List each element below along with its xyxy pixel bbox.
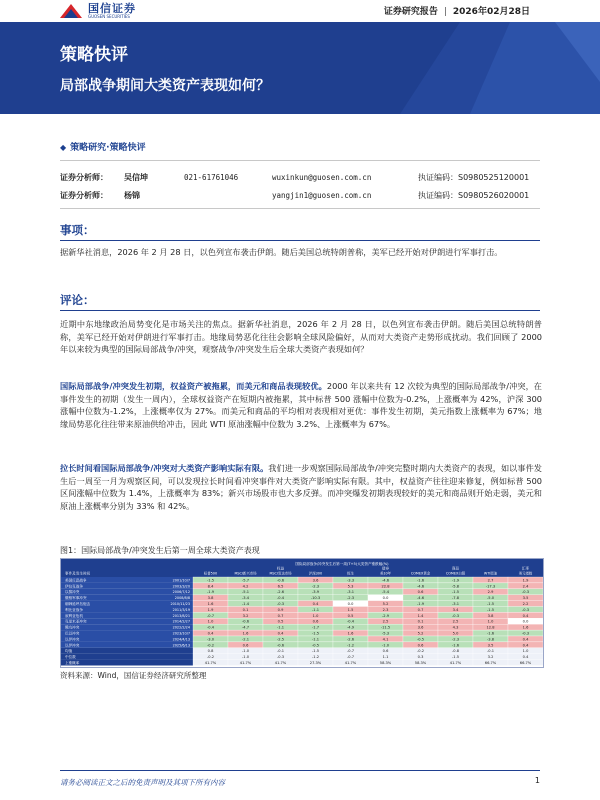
table-cell-value: -3.4 xyxy=(241,596,250,601)
table-cell-value: -1.2 xyxy=(311,655,320,660)
table-col-header: 美元指数 xyxy=(518,571,533,576)
table-cell-value: 1.6 xyxy=(347,631,354,636)
table-cell-value: -2.3 xyxy=(451,637,460,642)
analyst-email[interactable]: wuxinkun@guosen.com.cn xyxy=(272,172,372,182)
table-col-header: COMEX白银 xyxy=(445,571,466,576)
table-cell-value: -2.3 xyxy=(346,596,355,601)
table-row-event: 伊拉克战争 xyxy=(65,584,83,589)
paragraph-highlight: 国际局部战争/冲突发生初期，权益资产被拖累，而美元和商品表现较优。 xyxy=(60,381,327,391)
table-cell-value: 3.4 xyxy=(452,607,459,612)
table-col-header: COMEX黄金 xyxy=(410,571,431,576)
table-row-event: 巴以冲突 xyxy=(65,631,80,636)
table-cell-value: 0.4 xyxy=(277,631,284,636)
table-cell-value: -0.3 xyxy=(276,655,285,660)
table-cell-value: 3.5 xyxy=(487,643,494,648)
divider xyxy=(60,240,540,241)
report-category: ◆ 策略研究·策略快评 xyxy=(60,140,146,153)
company-logo xyxy=(60,0,136,22)
table-cell-value: 0.5 xyxy=(277,619,284,624)
table-cell-value: -3.1 xyxy=(346,590,355,595)
table-cell-value: -0.1 xyxy=(486,649,495,654)
table-row-date: 2014/2/27 xyxy=(172,619,190,624)
table-cell-value: -1.7 xyxy=(311,625,320,630)
table-cell-value: -1.5 xyxy=(486,607,495,612)
banner-decoration xyxy=(340,22,600,114)
table-row-label-cell xyxy=(61,648,193,654)
table-cell-value: 41.7% xyxy=(239,661,252,665)
title-banner xyxy=(0,22,600,114)
table-col-header: 美10年 xyxy=(379,571,392,576)
table-cell-value: 0.6 xyxy=(382,649,389,654)
table-cell-value: 1.0 xyxy=(487,619,494,624)
table-col-header: WTI原油 xyxy=(483,571,498,576)
table-cell-value: 5.0 xyxy=(452,631,459,636)
table-col-header: 标普500 xyxy=(203,571,218,576)
table-cell-value: -3.8 xyxy=(486,637,495,642)
table-row-event: 以黎冲突 xyxy=(65,590,80,595)
table-cell-value: -0.3 xyxy=(521,590,530,595)
table-cell-value: -1.5 xyxy=(486,602,495,606)
table-cell-value: -4.6 xyxy=(416,596,425,601)
paragraph-body: 2000 年以来共有 12 次较为典型的国际局部战争/冲突，在事件发生的初期（发生一周内），全球权益资产在短期内被拖累，其中标普 500 涨幅中位数为-0.2%，上涨概率为 42%，沪深 300 涨幅中位数为-1.2%，上涨概率仅为 27%。而美元和商品的平均相对表现相对更优：事件发生初期，美元指数上涨概率为 67%；地缘局势恶化往往带来原油供给冲击，因此 WTI 原油涨幅中位数为 3.2%、上涨概率为 67%。 xyxy=(60,381,542,429)
table-group-header: 商品 xyxy=(451,566,460,571)
table-cell-value: 0.4 xyxy=(522,655,529,660)
table-cell-value: -5.0 xyxy=(486,596,495,601)
table-col-header: 恒生 xyxy=(347,571,354,576)
table-cell-value: 2.2 xyxy=(522,602,529,606)
table-col-header: MSCI新兴市场 xyxy=(234,571,257,576)
table-row-event: 克里米亚冲突 xyxy=(65,619,87,624)
table-cell-value: -4.9 xyxy=(346,625,355,630)
table-cell-value: 0.8 xyxy=(207,649,214,654)
table-cell-value: -0.5 xyxy=(311,643,320,648)
table-cell-value: 1.0 xyxy=(522,649,529,654)
page-subtitle: 局部战争期间大类资产表现如何？ xyxy=(60,78,270,94)
table-cell-value: -1.5 xyxy=(451,590,460,595)
table-cell-value: -2.9 xyxy=(381,613,390,618)
table-cell-value: -4.6 xyxy=(381,578,390,583)
table-col-header: MSCI发达市场 xyxy=(269,571,292,576)
table-row-event: 以伊冲突 xyxy=(65,643,80,648)
table-cell-value: 0.6 xyxy=(242,643,249,648)
page-title: 策略快评 xyxy=(60,45,128,65)
table-cell-value: 22.8 xyxy=(381,584,390,589)
table-row-event: 利比亚战争 xyxy=(65,607,83,612)
table-cell-value: -0.2 xyxy=(206,655,215,660)
divider xyxy=(60,310,540,311)
table-row-event: 上涨概率 xyxy=(65,661,80,665)
page-number: 1 xyxy=(534,776,540,785)
table-cell-value: -0.3 xyxy=(521,631,530,636)
table-cell-value: -0.2 xyxy=(206,643,215,648)
table-row-date: 2001/10/7 xyxy=(172,578,190,583)
footer-disclaimer: 请务必阅读正文之后的免责声明及其项下所有内容 xyxy=(60,778,225,787)
table-cell-value: 5.3 xyxy=(347,584,354,589)
table-cell-value: 4.2 xyxy=(242,584,249,589)
table-cell-value: 0.4 xyxy=(522,643,529,648)
table-cell-value: -3.9 xyxy=(311,590,320,595)
table-cell-value: -0.6 xyxy=(276,643,285,648)
table-cell-value: 0.4 xyxy=(312,602,319,606)
table-cell-value: -0.4 xyxy=(206,625,215,630)
table-cell-value: -2.3 xyxy=(311,584,320,589)
table-cell-value: 27.3% xyxy=(309,661,322,665)
table-row-date: 2011/3/19 xyxy=(172,607,190,612)
table-cell-value: 3.2 xyxy=(487,655,494,660)
table-row-date: 2010/11/23 xyxy=(170,602,190,606)
table-col-header: 事件及发生时间 xyxy=(65,571,91,576)
table-cell-value: 2.5 xyxy=(382,619,389,624)
table-cell-value: 6.5 xyxy=(277,584,284,589)
logo-text-en: GUOSEN SECURITIES xyxy=(88,14,130,19)
table-cell-value: 1.6 xyxy=(242,631,249,636)
table-cell-value: -0.3 xyxy=(451,613,460,618)
table-cell-value: -1.5 xyxy=(451,655,460,660)
table-cell-value: -2.1 xyxy=(241,637,250,642)
table-cell-value: -0.1 xyxy=(276,649,285,654)
report-type: 证券研究报告 xyxy=(383,7,438,17)
table-cell-value: -1.1 xyxy=(311,607,320,612)
table-cell-value: -17.3 xyxy=(485,584,496,589)
table-cell-value: 0.0 xyxy=(382,596,389,601)
figure-source: 资料来源：Wind，国信证券经济研究所整理 xyxy=(60,671,207,680)
table-cell-value: 41.7% xyxy=(344,661,357,665)
analyst-name: 吴信坤 xyxy=(124,172,148,182)
table-cell-value: 5.2 xyxy=(417,631,424,636)
table-cell-value: -1.1 xyxy=(311,637,320,642)
table-cell-value: 8.4 xyxy=(207,584,214,589)
table-cell-value: -0.3 xyxy=(521,607,530,612)
table-cell-value: 0.4 xyxy=(522,637,529,642)
table-cell-value: 0.9 xyxy=(277,607,284,612)
analyst-license: 执证编码：S0980526020001 xyxy=(418,190,530,200)
table-row-date: 2022/2/24 xyxy=(172,625,190,630)
figure-table xyxy=(60,558,544,668)
table-cell-value: -1.9 xyxy=(416,602,425,606)
table-cell-value: -0.7 xyxy=(346,655,355,660)
table-col-header: 沪深300 xyxy=(308,571,323,576)
table-row-date: 2006/7/12 xyxy=(172,590,190,595)
analyst-role: 证券分析师： xyxy=(60,172,108,182)
table-cell-value: 1.9 xyxy=(522,578,529,583)
analyst-email[interactable]: yangjin1@guosen.com.cn xyxy=(272,190,372,200)
table-cell-value: -0.8 xyxy=(451,649,460,654)
footer-divider xyxy=(60,770,540,771)
table-cell-value: -5.1 xyxy=(241,590,250,595)
table-cell-value: 3.2 xyxy=(242,613,249,618)
table-cell-value: -0.7 xyxy=(346,649,355,654)
table-cell-value: 0.1 xyxy=(242,607,249,612)
comment-paragraph-2 xyxy=(60,380,542,430)
section-heading-event: 事项： xyxy=(60,223,95,237)
divider xyxy=(60,160,540,161)
table-cell-value: -0.3 xyxy=(276,602,285,606)
logo-icon xyxy=(60,4,82,18)
table-cell-value: 1.0 xyxy=(312,613,319,618)
table-cell-value: 2.5 xyxy=(452,619,459,624)
table-cell-value: -2.5 xyxy=(276,637,285,642)
table-title: 国际局部战争/冲突发生后第一周(T+5)大类资产涨跌幅(%) xyxy=(295,562,389,566)
table-cell-value: 3.6 xyxy=(417,625,424,630)
table-cell-value: 4.1 xyxy=(382,637,389,642)
table-cell-value: 66.7% xyxy=(519,661,532,665)
paragraph-body: 我们进一步观察国际局部战争/冲突完整时期内大类资产的表现，如以事件发生后一周至一月为观察区间，可以发现拉长时间看冲突事件对大类资产影响实际有限。其中，权益资产往往迎来修复，例如标普 500 区间涨幅中位数为 1.4%，上涨概率为 83%；新兴市场股市也大多反弹。而冲突爆发初期表现较好的美元和商品则开始走弱，美元和原油上涨概率分别为 33% 和 42%。 xyxy=(60,463,542,511)
table-row-event: 俄乌冲突 xyxy=(65,625,80,630)
table-cell-value: -1.5 xyxy=(311,649,320,654)
comment-paragraph-3 xyxy=(60,462,542,512)
table-cell-value: -2.6 xyxy=(276,590,285,595)
table-cell-value: -0.2 xyxy=(416,649,425,654)
table-cell-value: 4.3 xyxy=(452,625,459,630)
table-cell-value: 3.5 xyxy=(522,596,529,601)
table-cell-value: -5.7 xyxy=(241,578,250,583)
table-cell-value: -11.5 xyxy=(380,625,391,630)
table-cell-value: -1.5 xyxy=(311,631,320,636)
table-cell-value: -5.4 xyxy=(381,590,390,595)
table-cell-value: 41.7% xyxy=(449,661,462,665)
report-meta: 证券研究报告 | 2026年02月28日 xyxy=(383,7,530,17)
table-cell-value: 2.9 xyxy=(487,590,494,595)
table-cell-value: -0.4 xyxy=(276,596,285,601)
table-cell-value: 0.1 xyxy=(417,619,424,624)
logo-text-cn: 国信证券 xyxy=(88,2,136,15)
table-cell-value: 0.0 xyxy=(522,619,529,624)
divider xyxy=(60,208,540,209)
table-cell-value: -3.3 xyxy=(346,578,355,583)
table-cell-value: -1.9 xyxy=(451,578,460,583)
table-cell-value: 3.8 xyxy=(487,613,494,618)
table-row-date: 2023/10/7 xyxy=(172,631,190,636)
table-cell-value: 1.6 xyxy=(522,625,529,630)
table-cell-value: -2.6 xyxy=(346,637,355,642)
table-row-event: 俄格军事冲突 xyxy=(65,596,87,601)
table-cell-value: 0.6 xyxy=(417,643,424,648)
table-cell-value: -4.7 xyxy=(241,625,250,630)
asset-performance-table xyxy=(61,559,543,667)
table-cell-value: 1.1 xyxy=(382,655,389,660)
analyst-role: 证券分析师： xyxy=(60,190,108,200)
table-cell-value: -1.9 xyxy=(206,590,215,595)
comment-paragraph-1: 近期中东地缘政治局势变化是市场关注的焦点。据新华社消息，2026 年 2 月 28 日，以色列宣布袭击伊朗。随后美国总统特朗普称，美军已经开始对伊朗进行军事打击。地缘局势恶化往往会影响全球风险偏好，从而对大类资产走势形成扰动。我们回顾了 2000 年以来较为典型的国际局部战争/冲突，观察战争/冲突发生后全球大类资产表现如何？ xyxy=(60,319,542,355)
table-cell-value: 66.7% xyxy=(484,661,497,665)
table-cell-value: 5.2 xyxy=(382,602,389,606)
figure-caption: 图1：国际局部战争/冲突发生后第一周全球大类资产表现 xyxy=(60,546,260,555)
table-cell-value: 58.3% xyxy=(414,661,427,665)
table-row-date: 2024/4/13 xyxy=(172,637,190,642)
table-cell-value: -4.6 xyxy=(416,584,425,589)
table-row-event: 叙利亚危机 xyxy=(65,613,83,618)
table-cell-value: 41.7% xyxy=(204,661,217,665)
table-cell-value: 12.8 xyxy=(486,625,495,630)
table-row-event: 朝韩延坪岛炮击 xyxy=(65,602,91,606)
table-cell-value: 0.6 xyxy=(417,590,424,595)
table-cell-value: 1.4 xyxy=(417,613,424,618)
table-cell-value: 0.3 xyxy=(417,655,424,660)
table-cell-value: -1.6 xyxy=(416,578,425,583)
table-cell-value: 0.6 xyxy=(312,619,319,624)
table-row-event: 美国反恐战争 xyxy=(65,578,87,583)
table-cell-value: -7.8 xyxy=(451,596,460,601)
table-cell-value: 0.5 xyxy=(347,613,354,618)
table-cell-value: -10.3 xyxy=(310,596,321,601)
report-date: 2026年02月28日 xyxy=(452,7,530,17)
table-cell-value: -1.0 xyxy=(381,643,390,648)
table-cell-value: 41.7% xyxy=(274,661,287,665)
table-cell-value: -3.1 xyxy=(451,602,460,606)
analyst-name: 杨锦 xyxy=(124,190,140,200)
table-row-date: 2025/6/13 xyxy=(172,643,190,648)
table-cell-value: -1.1 xyxy=(276,625,285,630)
table-row-event: 均值 xyxy=(65,649,73,654)
table-group-header: 债券 xyxy=(381,566,390,571)
table-cell-value: -0.5 xyxy=(416,637,425,642)
table-cell-value: 0.7 xyxy=(417,607,424,612)
table-cell-value: 2.7 xyxy=(487,578,494,583)
table-cell-value: 3.8 xyxy=(207,596,214,601)
table-group-header: 汇率 xyxy=(521,566,530,571)
paragraph-highlight: 拉长时间看国际局部战争/冲突对大类资产影响实际有限。 xyxy=(60,463,269,473)
top-header xyxy=(0,0,600,22)
analyst-row xyxy=(60,168,540,186)
table-cell-value: -5.8 xyxy=(451,584,460,589)
table-cell-value: 3.6 xyxy=(312,578,319,583)
table-cell-value: 58.3% xyxy=(379,661,392,665)
analyst-license: 执证编码：S0980525120001 xyxy=(418,172,530,182)
table-row-label-cell xyxy=(61,660,193,666)
table-cell-value: 0.7 xyxy=(277,613,284,618)
table-cell-value: -1.5 xyxy=(206,578,215,583)
event-paragraph: 据新华社消息，2026 年 2 月 28 日，以色列宣布袭击伊朗。随后美国总统特朗普称，美军已经开始对伊朗进行军事打击。 xyxy=(60,247,503,257)
table-cell-value: 1.5 xyxy=(347,607,354,612)
table-cell-value: 1.0 xyxy=(207,619,214,624)
table-cell-value: 2.3 xyxy=(382,607,389,612)
table-row-event: 以伊冲突 xyxy=(65,637,80,642)
table-row-date: 2013/8/21 xyxy=(172,613,190,618)
table-cell-value: -0.6 xyxy=(241,619,250,624)
analyst-row xyxy=(60,186,540,204)
table-cell-value: -5.3 xyxy=(381,631,390,636)
table-row-event: 中位数 xyxy=(65,655,76,660)
table-cell-value: 1.6 xyxy=(207,602,214,606)
analyst-list xyxy=(60,168,540,204)
table-cell-value: -1.0 xyxy=(241,649,250,654)
table-cell-value: -0.7 xyxy=(206,613,215,618)
table-row-date: 2008/8/8 xyxy=(174,596,190,601)
table-row-date: 2003/3/20 xyxy=(172,584,190,589)
table-cell-value: 0.4 xyxy=(522,613,529,618)
table-cell-value: 2.4 xyxy=(522,584,529,589)
table-cell-value: -0.4 xyxy=(346,619,355,624)
table-cell-value: 0.4 xyxy=(207,631,214,636)
table-group-header: 权益 xyxy=(276,566,285,571)
table-cell-value: -1.6 xyxy=(486,631,495,636)
analyst-phone: 021-61761046 xyxy=(184,172,239,182)
table-cell-value: -3.0 xyxy=(206,637,215,642)
table-cell-value: 0.0 xyxy=(347,602,354,606)
table-cell-value: -1.2 xyxy=(346,643,355,648)
section-heading-comment: 评论： xyxy=(60,293,95,307)
table-cell-value: -1.4 xyxy=(241,602,250,606)
table-cell-value: 1.9 xyxy=(207,607,214,612)
table-cell-value: -0.6 xyxy=(276,578,285,583)
table-row-label-cell xyxy=(61,654,193,660)
table-cell-value: -1.0 xyxy=(241,655,250,660)
table-cell-value: -1.6 xyxy=(451,643,460,648)
